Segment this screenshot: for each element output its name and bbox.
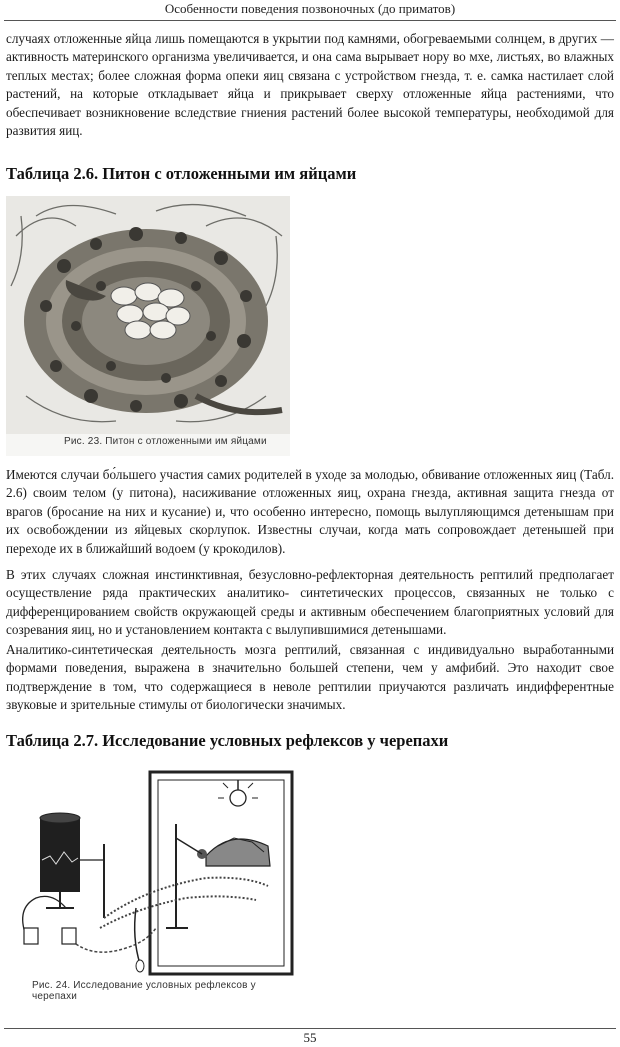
figure-23 bbox=[6, 196, 290, 456]
footer-rule bbox=[4, 1028, 616, 1029]
paragraph-4: Аналитико-синтетическая деятельность мозга рептилий, связанная с индивидуально выработанными формами поведения, выражена в значительно большей степени, чем у амфибий. Это находит свое подтверждение в том, что содержащиеся в неволе рептилии приучаются различать индифферентные звуковые и зрительные стимулы от биологически значимых. bbox=[6, 642, 614, 713]
figure-23-caption: Рис. 23. Питон с отложенными им яйцами bbox=[64, 436, 267, 447]
python-with-eggs-illustration bbox=[6, 196, 290, 434]
table-2-7-heading: Таблица 2.7. Исследование условных рефлексов у черепахи bbox=[6, 731, 449, 750]
paragraph-2: Имеются случаи бо́льшего участия самих родителей в уходе за молодью, обвивание отложенных яиц (Табл. 2.6) своим телом (у питона), насиживание отложенных яиц, охрана гнезда, активная защита гнезда от врагов (бросание на них и кусание) и, что особенно интересно, помощь вылупляющимся детенышам при их освобождении из яйцевых скорлупок. Известны случаи, когда мать сопровождает детенышей при переходе их в ближайший водоем (у крокодилов). bbox=[6, 467, 614, 556]
running-head: Особенности поведения позвоночных (до приматов) bbox=[164, 1, 456, 16]
turtle-reflex-apparatus-illustration bbox=[6, 768, 298, 978]
table-2-6-heading: Таблица 2.6. Питон с отложенными им яйцами bbox=[6, 164, 357, 183]
paragraph-3: В этих случаях сложная инстинктивная, безусловно-рефлекторная деятельность рептилий предполагает осуществление ряда практических аналитико- синтетических процессов, связанных не только с дифференцированием свойств окружающей среды и активным обеспечением благоприятных условий для созревания яиц, но и установлением контакта с вылупившимися детенышами. bbox=[6, 567, 614, 638]
header-rule bbox=[4, 20, 616, 21]
page-number: 55 bbox=[303, 1030, 317, 1045]
paragraph-1: случаях отложенные яйца лишь помещаются в укрытии под камнями, обогреваемыми солнцем, в других — активность материнского организма увеличивается, и она сама вырывает нору во мхе, листьях, во влажных теплых местах; более сложная форма опеки яиц связана с устройством гнезда, т. е. самка настилает слой растений, на которые откладывает яйца и прикрывает сверху отложенные яйца растениями, что обеспечивает возникновение вследствие гниения растений более высокой температуры, необходимой для развития яиц. bbox=[6, 31, 614, 139]
figure-24-caption: Рис. 24. Исследование условных рефлексов у черепахи bbox=[32, 980, 256, 1002]
figure-24 bbox=[6, 768, 298, 1002]
